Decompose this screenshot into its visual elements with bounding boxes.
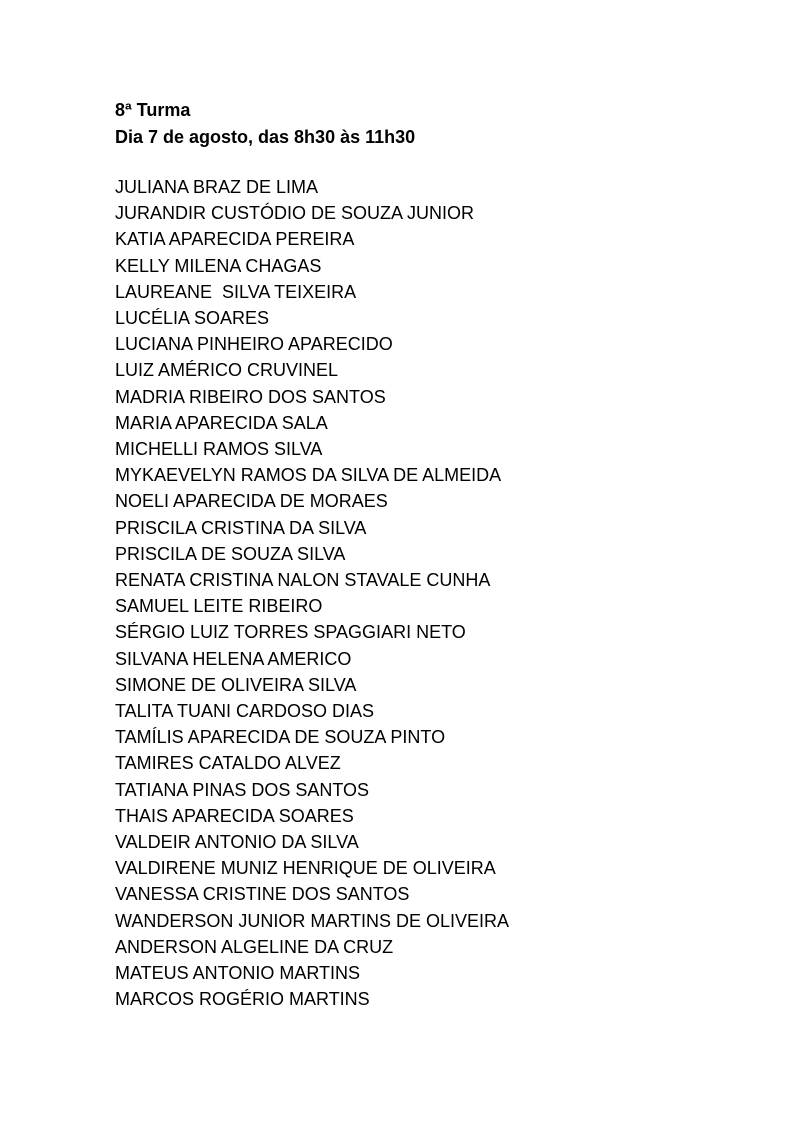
participant-name: SILVANA HELENA AMERICO: [115, 648, 352, 669]
participant-name: VALDIRENE MUNIZ HENRIQUE DE OLIVEIRA: [115, 858, 496, 879]
session-date-time: Dia 7 de agosto, das 8h30 às 11h30: [115, 127, 416, 147]
participant-name: PRISCILA DE SOUZA SILVA: [115, 543, 346, 564]
participant-name: LAUREANE SILVA TEIXEIRA: [115, 281, 357, 302]
participant-name: PRISCILA CRISTINA DA SILVA: [115, 517, 367, 538]
participant-name: VALDEIR ANTONIO DA SILVA: [115, 832, 359, 853]
participant-name: LUCIANA PINHEIRO APARECIDO: [115, 334, 393, 355]
participant-name: JULIANA BRAZ DE LIMA: [115, 177, 319, 197]
participant-name: KATIA APARECIDA PEREIRA: [115, 229, 355, 250]
participant-name: TAMÍLIS APARECIDA DE SOUZA PINTO: [115, 727, 446, 748]
participant-name: LUIZ AMÉRICO CRUVINEL: [115, 360, 339, 381]
participant-name: THAIS APARECIDA SOARES: [115, 805, 354, 826]
participant-name: TATIANA PINAS DOS SANTOS: [115, 779, 370, 800]
participant-name: ANDERSON ALGELINE DA CRUZ: [115, 936, 394, 957]
participant-name: MADRIA RIBEIRO DOS SANTOS: [115, 386, 386, 407]
participant-name: MICHELLI RAMOS SILVA: [115, 439, 323, 460]
participant-name: LUCÉLIA SOARES: [115, 308, 270, 329]
participant-name: MARCOS ROGÉRIO MARTINS: [115, 989, 370, 1010]
participant-name: VANESSA CRISTINE DOS SANTOS: [115, 884, 410, 905]
participant-list: [115, 174, 509, 1013]
participant-name: TAMIRES CATALDO ALVEZ: [115, 753, 341, 774]
participant-name: MATEUS ANTONIO MARTINS: [115, 963, 361, 984]
participant-name: MYKAEVELYN RAMOS DA SILVA DE ALMEIDA: [115, 465, 502, 486]
participant-name: RENATA CRISTINA NALON STAVALE CUNHA: [115, 570, 491, 591]
participant-name: SAMUEL LEITE RIBEIRO: [115, 596, 323, 617]
participant-name: KELLY MILENA CHAGAS: [115, 255, 322, 276]
participant-name: JURANDIR CUSTÓDIO DE SOUZA JUNIOR: [115, 203, 475, 224]
class-title: 8ª Turma: [115, 100, 191, 120]
participant-name: NOELI APARECIDA DE MORAES: [115, 491, 388, 512]
participant-name: WANDERSON JUNIOR MARTINS DE OLIVEIRA: [115, 910, 510, 931]
participant-name: SÉRGIO LUIZ TORRES SPAGGIARI NETO: [115, 622, 466, 643]
document-heading: [115, 97, 415, 151]
participant-name: TALITA TUANI CARDOSO DIAS: [115, 701, 375, 722]
participant-name: MARIA APARECIDA SALA: [115, 412, 328, 433]
participant-name: SIMONE DE OLIVEIRA SILVA: [115, 674, 357, 695]
